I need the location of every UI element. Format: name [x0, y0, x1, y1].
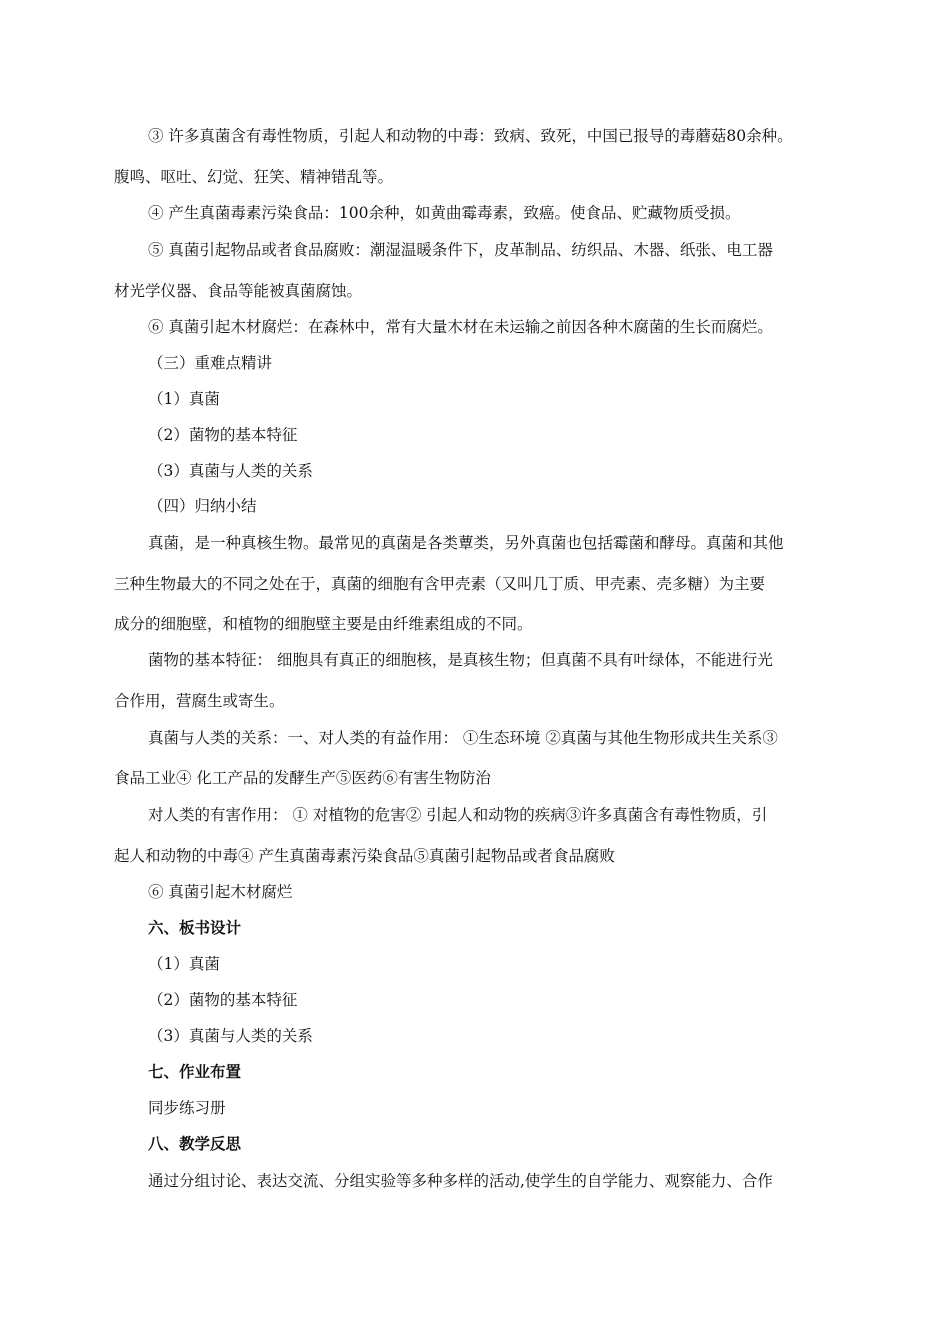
paragraph-line: ⑥ 真菌引起木材腐烂: [148, 883, 293, 901]
paragraph-line: 成分的细胞壁，和植物的细胞壁主要是由纤维素组成的不同。: [114, 615, 533, 633]
list-item: （2）菌物的基本特征: [148, 991, 298, 1009]
paragraph-line: 真菌，是一种真核生物。最常见的真菌是各类蕈类，另外真菌也包括霉菌和酵母。真菌和其他: [148, 534, 784, 552]
section-heading: 六、板书设计: [148, 919, 242, 937]
section-heading: 七、作业布置: [148, 1063, 242, 1081]
paragraph-line: 通过分组讨论、表达交流、分组实验等多种多样的活动,使学生的自学能力、观察能力、合作: [148, 1172, 773, 1190]
list-item: （3）真菌与人类的关系: [148, 1027, 313, 1045]
paragraph-line: 腹鸣、呕吐、幻觉、狂笑、精神错乱等。: [114, 168, 394, 186]
section-heading: （四）归纳小结: [148, 497, 257, 515]
paragraph-line: ⑥ 真菌引起木材腐烂：在森林中，常有大量木材在未运输之前因各种木腐菌的生长而腐烂。: [148, 318, 773, 336]
paragraph-line: 材光学仪器、食品等能被真菌腐蚀。: [114, 282, 363, 300]
paragraph-line: 真菌与人类的关系：一、对人类的有益作用： ①生态环境 ②真菌与其他生物形成共生关系③: [148, 729, 778, 747]
paragraph-line: ③ 许多真菌含有毒性物质，引起人和动物的中毒：致病、致死，中国已报导的毒蘑菇80余种。: [148, 127, 793, 145]
paragraph-line: 合作用，营腐生或寄生。: [114, 692, 285, 710]
section-heading: （三）重难点精讲: [148, 354, 273, 372]
list-item: （2）菌物的基本特征: [148, 426, 298, 444]
paragraph-line: 对人类的有害作用： ① 对植物的危害② 引起人和动物的疾病③许多真菌含有毒性物质，引: [148, 806, 768, 824]
list-item: （1）真菌: [148, 390, 220, 408]
paragraph-line: 三种生物最大的不同之处在于，真菌的细胞有含甲壳素（又叫几丁质、甲壳素、壳多糖）为主要: [114, 575, 766, 593]
paragraph-line: 同步练习册: [148, 1099, 226, 1117]
paragraph-line: ④ 产生真菌毒素污染食品：100余种，如黄曲霉毒素，致癌。使食品、贮藏物质受损。: [148, 204, 741, 222]
list-item: （3）真菌与人类的关系: [148, 462, 313, 480]
paragraph-line: 起人和动物的中毒④ 产生真菌毒素污染食品⑤真菌引起物品或者食品腐败: [114, 847, 615, 865]
paragraph-line: ⑤ 真菌引起物品或者食品腐败：潮湿温暖条件下，皮革制品、纺织品、木器、纸张、电工器: [148, 241, 773, 259]
paragraph-line: 食品工业④ 化工产品的发酵生产⑤医药⑥有害生物防治: [114, 769, 491, 787]
section-heading: 八、教学反思: [148, 1135, 242, 1153]
paragraph-line: 菌物的基本特征： 细胞具有真正的细胞核，是真核生物；但真菌不具有叶绿体，不能进行光: [148, 651, 773, 669]
list-item: （1）真菌: [148, 955, 220, 973]
